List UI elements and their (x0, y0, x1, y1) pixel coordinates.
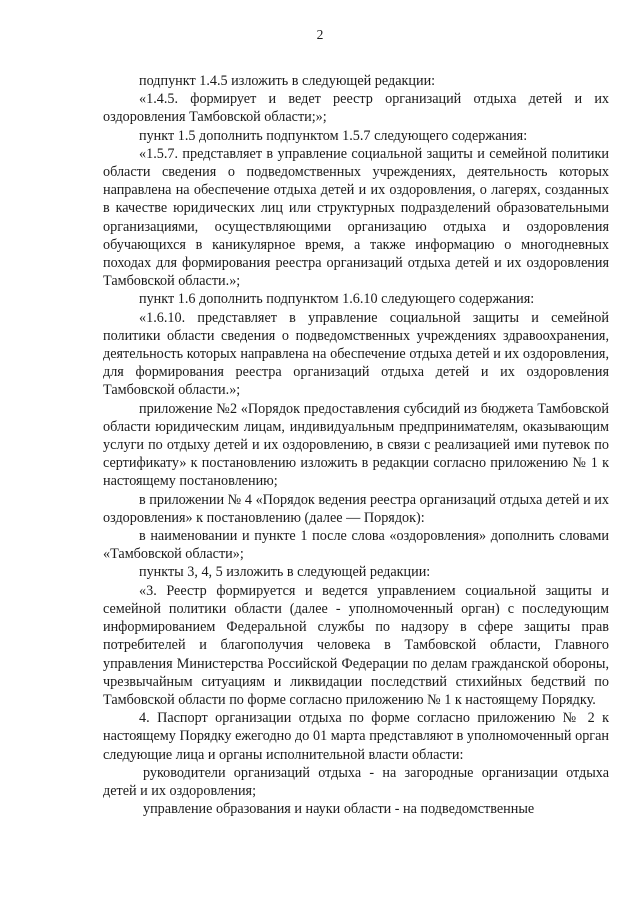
paragraph: 4. Паспорт организации отдыха по форме согласно приложению № 2 к настоящему Порядку ежегодно до 01 марта представляют в уполномоченный орган следующие лица и органы исполнительной власти области: (103, 710, 609, 763)
paragraph: в приложении № 4 «Порядок ведения реестра организаций отдыха детей и их оздоровления» к постановлению (далее — Порядок): (103, 491, 609, 526)
paragraph: «1.4.5. формирует и ведет реестр организаций отдыха детей и их оздоровления Тамбовской области;»; (103, 91, 609, 126)
paragraph: руководители организаций отдыха - на загородные организации отдыха детей и их оздоровления; (103, 764, 609, 799)
paragraph: «1.5.7. представляет в управление социальной защиты и семейной политики области сведения о подведомственных учреждениях, деятельность которых направлена на обеспечение отдыха детей и их оздоровления, о лагерях, созданных в качестве юридических лиц или структурных подразделений образовательными организациями, осуществляющими организацию отдыха и оздоровления обучающихся в каникулярное время, а также информацию о многодневных походах для формирования реестра организаций отдыха детей и их оздоровления Тамбовской области.»; (103, 145, 609, 290)
document-body (103, 72, 609, 818)
paragraph: пункт 1.5 дополнить подпунктом 1.5.7 следующего содержания: (139, 127, 528, 144)
paragraph: пункт 1.6 дополнить подпунктом 1.6.10 следующего содержания: (139, 291, 535, 308)
paragraph: управление образования и науки области - на подведомственные (143, 801, 535, 818)
paragraph: пункты 3, 4, 5 изложить в следующей редакции: (139, 564, 431, 581)
page-number: 2 (316, 27, 324, 42)
paragraph: в наименовании и пункте 1 после слова «оздоровления» дополнить словами «Тамбовской области»; (103, 528, 609, 563)
paragraph: «3. Реестр формируется и ведется управлением социальной защиты и семейной политики области (далее - уполномоченный орган) с последующим информированием Федеральной службы по надзору в сфере защиты прав потребителей и благополучия человека в Тамбовской области, Главного управления Министерства Российской Федерации по делам гражданской обороны, чрезвычайным ситуациям и ликвидации последствий стихийных бедствий по Тамбовской области по форме согласно приложению № 1 к настоящему Порядку. (103, 582, 609, 708)
paragraph: «1.6.10. представляет в управление социальной защиты и семейной политики области сведения о подведомственных учреждениях здравоохранения, деятельность которых направлена на обеспечение отдыха детей и их оздоровления, для формирования реестра организаций отдыха детей и их оздоровления Тамбовской области.»; (103, 309, 609, 399)
paragraph: приложение №2 «Порядок предоставления субсидий из бюджета Тамбовской области юридическим лицам, индивидуальным предпринимателям, оказывающим услуги по отдыху детей и их оздоровлению, в связи с реализацией ими путевок по сертификату» к постановлению изложить в редакции согласно приложению № 1 к настоящему постановлению; (103, 400, 609, 490)
paragraph: подпункт 1.4.5 изложить в следующей редакции: (139, 73, 436, 89)
